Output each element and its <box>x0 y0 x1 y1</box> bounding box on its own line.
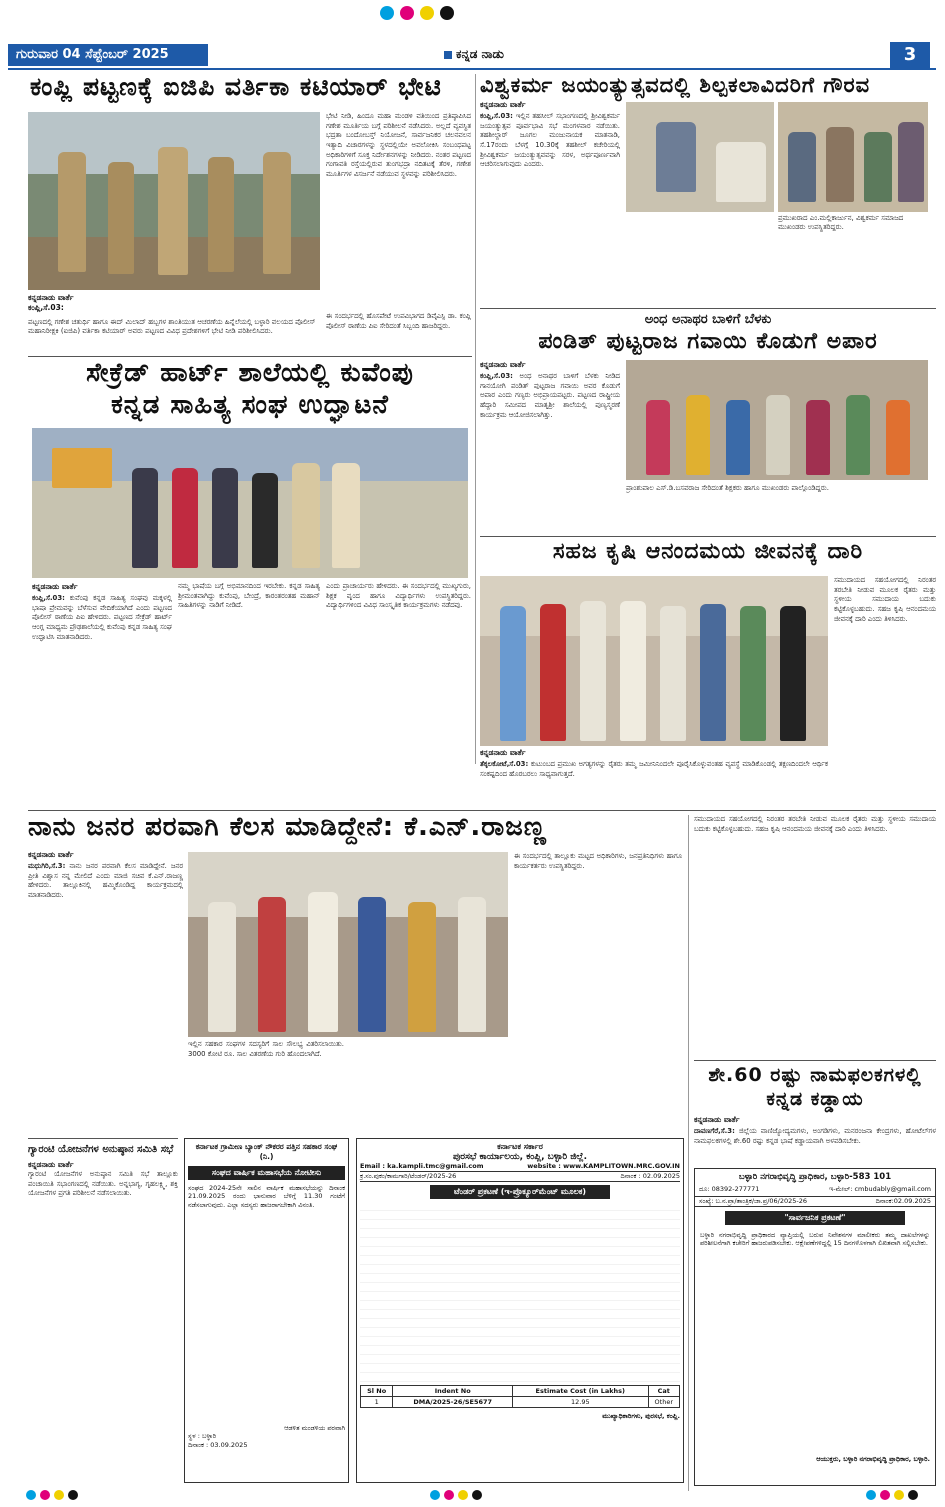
story2-caption: ಪ್ರಮುಖರಾದ ಎಂ.ಮಲ್ಲಿಕಾರ್ಜುನ, ವಿಶ್ವಕರ್ಮ ಸಮಾಜದ ಮುಖಂಡರು ಉಪಸ್ಥಿತರಿದ್ದರು. <box>778 214 904 232</box>
story8 <box>28 1138 178 1460</box>
story7-headline-line1: ಶೇ.60 ರಷ್ಟು ನಾಮಫಲಕಗಳಲ್ಲಿ <box>708 1064 922 1086</box>
yellow-registration-mark <box>458 1490 468 1500</box>
masthead <box>412 44 532 66</box>
story7-body <box>694 1127 936 1167</box>
tmc-contact <box>360 1162 680 1171</box>
story4-dateline: ಕಂಪ್ಲಿ,ಸೆ.03: <box>32 594 65 602</box>
tmc-subtitle: ಪುರಸಭೆ ಕಾರ್ಯಾಲಯ, ಕಂಪ್ಲಿ, ಬಳ್ಳಾರಿ ಜಿಲ್ಲೆ. <box>452 1152 587 1162</box>
story2-body-text: ಇಲ್ಲಿನ ತಹಸೀಲ್ ಸಭಾಂಗಣದಲ್ಲಿ ಶ್ರೀವಿಶ್ವಕರ್ಮ ಜಯಂತ್ಯುತ್ಸವ ಪೂರ್ವಭಾವಿ ಸಭೆ ಮಂಗಳವಾರ ನಡೆಯಿತು. ತಹಶೀಲ್ದಾರ್ ಜೂಗಲ ಮಂಜುನಾಯಕ ಮಾತನಾಡಿ, ಸೆ.17ರಂದು ಬೆಳಗ್ಗೆ 10.30ಕ್ಕೆ ತಹಶೀಲ್ ಕಚೇರಿಯಲ್ಲಿ ಶ್ರೀವಿಶ್ವಕರ್ಮ ಜಯಂತ್ಯುತ್ಸವವನ್ನು ಸರಳ, ಅರ್ಥಪೂರ್ಣವಾಗಿ ಆಚರಿಸಲಾಗುವುದು ಎಂದರು. <box>480 112 620 169</box>
story4-body-b: ನಮ್ಮ ಭಾಷೆಯ ಬಗ್ಗೆ ಅಭಿಮಾನದಿಂದ ಇರಬೇಕು. ಕನ್ನಡ ಸಾಹಿತ್ಯ ಶ್ರೀಮಂತವಾಗಿದ್ದು ಕುವೆಂಪು, ಬೇಂದ್ರೆ, ಕಾರಂತರಂತಹ ಮಹಾನ್ ಸಾಹಿತಿಗಳನ್ನು ನಾಡಿಗೆ ನೀಡಿದೆ. <box>178 582 320 610</box>
story4-headline-line1: ಸೇಕ್ರೆಡ್ ಹಾರ್ಟ್ ಶಾಲೆಯಲ್ಲಿ ಕುವೆಂಪು <box>86 358 414 388</box>
bottom-registration-strip <box>0 1488 945 1506</box>
yellow-registration-mark <box>54 1490 64 1500</box>
masthead-title: ಕನ್ನಡ ನಾಡು <box>456 47 504 61</box>
black-registration-mark <box>68 1490 78 1500</box>
story6-dateline: ಮಧುಗಿರಿ,ಸೆ.3: <box>28 862 66 870</box>
story2-dateline: ಕಂಪ್ಲಿ,ಸೆ.03: <box>480 112 513 120</box>
buda-title: ಬಳ್ಳಾರಿ ನಗರಾಭಿವೃದ್ಧಿ ಪ್ರಾಧಿಕಾರ, ಬಳ್ಳಾರಿ-583 101 <box>738 1172 892 1182</box>
kgb-place: ಸ್ಥಳ : ಬಳ್ಳಾರಿ <box>188 1432 217 1441</box>
kgb-date: ದಿನಾಂಕ : 03.09.2025 <box>188 1441 248 1450</box>
story1-photo <box>28 112 320 290</box>
masthead-dot-icon <box>444 51 452 59</box>
story1-byline <box>28 293 128 313</box>
kgb-society-notice <box>184 1138 349 1483</box>
buda-email: ಇ-ಮೇಲ್: cmbudably@gmail.com <box>829 1185 931 1193</box>
story5-dateline: ತೆಕ್ಕಲಕೋಟೆ,ಸೆ.03: <box>480 760 529 768</box>
story2-body <box>480 112 620 302</box>
buda-date: ದಿನಾಂಕ:02.09.2025 <box>875 1196 931 1205</box>
tmc-title: ಕರ್ನಾಟಕ ಸರ್ಕಾರ <box>497 1142 543 1151</box>
tmc-date: ದಿನಾಂಕ : 02.09.2025 <box>620 1171 680 1180</box>
header-rule <box>8 68 936 70</box>
story4-byline <box>32 582 172 592</box>
buda-signature: ಆಯುಕ್ತರು, ಬಳ್ಳಾರಿ ನಗರಾಭಿವೃದ್ಧಿ ಪ್ರಾಧಿಕಾರ, ಬಳ್ಳಾರಿ. <box>816 1454 930 1463</box>
tmc-notice-heading: ಟೆಂಡರ್ ಪ್ರಕಟಣೆ (ಇ-ಪ್ರೊಕ್ಯೂರ್‌ಮೆಂಟ್ ಮೂಲಕ) <box>430 1185 610 1199</box>
story5-body <box>480 760 828 808</box>
tmc-notice-body <box>360 1202 680 1382</box>
story1-body-a: ಭೇಟಿ ನೀಡಿ, ಹಿಂದೂ ಮಹಾ ಮಂಡಳಿ ವತಿಯಿಂದ ಪ್ರತಿಷ್ಠಾಪಿಸಿದ ಗಣೇಶ ಮೂರ್ತಿಯ ಬಗ್ಗೆ ಪರಿಶೀಲನೆ ನಡೆಸಿದರು. ಅಲ್ಲದೆ ವ್ಯವಸ್ಥಿತ ಭದ್ರತಾ ಬಂದೋಬಸ್ತ್ ನಿಯೋಜನೆ, ಸಾರ್ವಜನಿಕರ ಚಲನವಲನ ಇತ್ಯಾದಿ ವಿಚಾರಗಳನ್ನು ಸ್ಥಳದಲ್ಲಿಯೇ ಅವಲೋಕಿಸಿ ಸಂಬಂಧಪಟ್ಟ ಅಧಿಕಾರಿಗಳಿಗೆ ಸೂಕ್ತ ನಿರ್ದೇಶನಗಳನ್ನು ನೀಡಿದರು. ನಂತರ ಪಟ್ಟಣದ ಗಂಗಾವತಿ ರಸ್ತೆಯಲ್ಲಿರುವ ತುಂಗಭದ್ರಾ ನದಿತಟಕ್ಕೆ ತೆರಳಿ, ಗಣೇಶ ಮೂರ್ತಿಗಳ ವಿಸರ್ಜನೆ ನಡೆಯುವ ಸ್ಥಳವನ್ನು ಪರಿಶೀಲಿಸಿದರು. <box>326 112 471 178</box>
yellow-registration-mark <box>894 1490 904 1500</box>
table-header: Estimate Cost (in Lakhs) <box>513 1385 648 1396</box>
issue-date: ಗುರುವಾರ 04 ಸೆಪ್ಟೆಂಬರ್ 2025 <box>8 44 208 66</box>
cyan-registration-mark <box>380 6 394 20</box>
section-rule <box>480 308 936 309</box>
section-rule <box>694 1060 936 1061</box>
black-registration-mark <box>472 1490 482 1500</box>
table-cell: Other <box>648 1396 679 1407</box>
story4-body-a-text: ಕುವೆಂಪು ಕನ್ನಡ ಸಾಹಿತ್ಯ ಸಂಘವು ಮಕ್ಕಳಲ್ಲಿ ಭಾಷಾ ಪ್ರೇಮವನ್ನು ಬೆಳೆಸುವ ವೇದಿಕೆಯಾಗಿದೆ ಎಂದು ಪಟ್ಟಣದ ಪೊಲೀಸ್ ಠಾಣೆಯ ಪಿಐ ಹೇಳಿದರು. ಪಟ್ಟಣದ ಸೇಕ್ರೆಡ್ ಹಾರ್ಟ್ ಆಂಗ್ಲ ಮಾಧ್ಯಮ ಪ್ರೌಢಶಾಲೆಯಲ್ಲಿ ಕುವೆಂಪು ಕನ್ನಡ ಸಾಹಿತ್ಯ ಸಂಘ ಉದ್ಘಾಟಿಸಿ ಮಾತನಾಡಿದರು. <box>32 594 172 641</box>
story6-body-c: ಈ ಸಂದರ್ಭದಲ್ಲಿ ತಾಲ್ಲೂಕು ಮಟ್ಟದ ಅಧಿಕಾರಿಗಳು, ಜನಪ್ರತಿನಿಧಿಗಳು ಹಾಗೂ ಕಾರ್ಯಕರ್ತರು ಉಪಸ್ಥಿತರಿದ್ದರು. <box>514 852 682 870</box>
magenta-registration-mark <box>40 1490 50 1500</box>
black-registration-mark <box>440 6 454 20</box>
tmc-email: Email : ka.kampli.tmc@gmail.com <box>360 1162 484 1170</box>
story2-byline-text: ಕನ್ನಡನಾಡು ವಾರ್ತೆ <box>480 100 526 109</box>
story1-body-b: ಈ ಸಂದರ್ಭದಲ್ಲಿ ಹೊಸಪೇಟೆ ಉಪವಿಭಾಗದ ಡಿವೈಎಸ್ಪಿ ಡಾ. ಕಂಪ್ಲಿ ಪೊಲೀಸ್ ಠಾಣೆಯ ಪಿಐ ಸೇರಿದಂತೆ ಸಿಬ್ಬಂದಿ ಹಾಜರಿದ್ದರು. <box>326 312 471 330</box>
story1-dateline: ಕಂಪ್ಲಿ,ಸೆ.03: <box>28 303 64 312</box>
story3-caption: ಪ್ರಾಂಶುಪಾಲ ಎಸ್.ಡಿ.ಬಸವರಾಜ ಸೇರಿದಂತೆ ಶಿಕ್ಷಕರು ಹಾಗೂ ಮುಖಂಡರು ಪಾಲ್ಗೊಂಡಿದ್ದರು. <box>626 484 829 492</box>
story3-photo <box>626 360 928 480</box>
story7-dateline: ದಾವಣಗೆರೆ,ಸೆ.3: <box>694 1127 735 1135</box>
story4-photo <box>32 428 468 578</box>
table-row <box>361 1396 680 1407</box>
story2-headline: ವಿಶ್ವಕರ್ಮ ಜಯಂತ್ಯುತ್ಸವದಲ್ಲಿ ಶಿಲ್ಪಕಲಾವಿದರಿಗೆ ಗೌರವ <box>480 73 871 97</box>
story3-body-text: ಅಂಧ ಅನಾಥರ ಬಾಳಿಗೆ ಬೆಳಕು ನೀಡಿದ ಗಾನಯೋಗಿ ಪಂಡಿತ್ ಪುಟ್ಟರಾಜ ಗವಾಯಿ ಅವರ ಕೊಡುಗೆ ಅಪಾರ ಎಂದು ಗಣ್ಯರು ಅಭಿಪ್ರಾಯಪಟ್ಟರು. ಪಟ್ಟಣದ ರಾಷ್ಟ್ರೀಯ ಹೆದ್ದಾರಿ ಸಮೀಪದ ಮಾತೃಶ್ರೀ ಶಾಲೆಯಲ್ಲಿ ಪುಣ್ಯಸ್ಮರಣೆ ಕಾರ್ಯಕ್ರಮ ಆಯೋಜಿಸಲಾಗಿತ್ತು. <box>480 372 620 419</box>
buda-ref <box>695 1196 935 1207</box>
story7-byline <box>694 1115 936 1125</box>
table-cell: 1 <box>361 1396 393 1407</box>
buda-notice-heading: "ಸಾರ್ವಜನಿಕ ಪ್ರಕಟಣೆ" <box>725 1211 905 1225</box>
story8-headline: ಗ್ಯಾರಂಟಿ ಯೋಜನೆಗಳ ಅನುಷ್ಠಾನ ಸಮಿತಿ ಸಭೆ <box>28 1144 174 1155</box>
story6-byline <box>28 850 178 860</box>
story7-body-text: ಜಿಲ್ಲೆಯ ವಾಣಿಜ್ಯೋದ್ಯಮಗಳು, ಅಂಗಡಿಗಳು, ಮನರಂಜನಾ ಕೇಂದ್ರಗಳು, ಹೋಟೆಲ್‌ಗಳ ನಾಮಫಲಕಗಳಲ್ಲಿ ಶೇ.60 ರಷ್ಟು ಕನ್ನಡ ಭಾಷೆ ಕಡ್ಡಾಯವಾಗಿ ಅಳವಡಿಸಬೇಕು. <box>694 1127 936 1145</box>
story3-dateline: ಕಂಪ್ಲಿ,ಸೆ.03: <box>480 372 513 380</box>
story1-byline-text: ಕನ್ನಡನಾಡು ವಾರ್ತೆ <box>28 293 74 302</box>
story4-headline-line2: ಕನ್ನಡ ಸಾಹಿತ್ಯ ಸಂಘ ಉದ್ಘಾಟನೆ <box>111 390 389 420</box>
story3-headline: ಪಂಡಿತ್ ಪುಟ್ಟರಾಜ ಗವಾಯಿ ಕೊಡುಗೆ ಅಪಾರ <box>538 329 878 354</box>
buda-ref-no: ಸಂಖ್ಯೆ: ಬ.ನ.ಪ್ರಾ/ತಾಂತ್ರಿಕ/ಜಾ.ಪ್ರ/06/2025-26 <box>699 1196 808 1205</box>
story5-continued: ಸಮುದಾಯದ ಸಹಯೋಗದಲ್ಲಿ ನಿರಂತರ ತರಬೇತಿ ನೀಡುವ ಮೂಲಕ ರೈತರು ಮತ್ತು ಸ್ಥಳೀಯ ಸಮುದಾಯ ಬದುಕು ಕಟ್ಟಿಕೊಳ್ಳಬಹುದು. ಸಹಜ ಕೃಷಿ ಆನಂದಮಯ ಜೀವನಕ್ಕೆ ದಾರಿ ಎಂದು ತಿಳಿಸಿದರು. <box>694 815 936 833</box>
story3-byline <box>480 360 620 370</box>
story4-body-c: ಎಂದು ಪ್ರಾಚಾರ್ಯರು ಹೇಳಿದರು. ಈ ಸಂದರ್ಭದಲ್ಲಿ ಮುಖ್ಯಗುರು, ಶಿಕ್ಷಕ ವೃಂದ ಹಾಗೂ ವಿದ್ಯಾರ್ಥಿಗಳು ಉಪಸ್ಥಿತರಿದ್ದರು. ವಿದ್ಯಾರ್ಥಿಗಳಿಂದ ವಿವಿಧ ಸಾಂಸ್ಕೃತಿಕ ಕಾರ್ಯಕ್ರಮಗಳು ನಡೆದವು. <box>326 582 471 610</box>
section-rule <box>480 536 936 537</box>
story8-body: ಗ್ಯಾರಂಟಿ ಯೋಜನೆಗಳ ಅನುಷ್ಠಾನ ಸಮಿತಿ ಸಭೆ ತಾಲ್ಲೂಕು ಪಂಚಾಯಿತಿ ಸಭಾಂಗಣದಲ್ಲಿ ನಡೆಯಿತು. ಅನ್ನಭಾಗ್ಯ, ಗೃಹಲಕ್ಷ್ಮಿ, ಶಕ್ತಿ ಯೋಜನೆಗಳ ಪ್ರಗತಿ ಪರಿಶೀಲನೆ ನಡೆಸಲಾಯಿತು. <box>28 1170 178 1198</box>
column-divider <box>475 74 476 764</box>
column-divider <box>688 815 689 1491</box>
black-registration-mark <box>908 1490 918 1500</box>
story5-byline-text: ಕನ್ನಡನಾಡು ವಾರ್ತೆ <box>480 748 526 757</box>
story3-kicker: ಅಂಧ ಅನಾಥರ ಬಾಳಿಗೆ ಬೆಳಕು <box>644 312 772 327</box>
story7-byline-text: ಕನ್ನಡನಾಡು ವಾರ್ತೆ <box>694 1115 740 1124</box>
story6-headline: ನಾನು ಜನರ ಪರವಾಗಿ ಕೆಲಸ ಮಾಡಿದ್ದೇನೆ: ಕೆ.ಎನ್.ರಾಜಣ್ಣ <box>28 812 547 842</box>
story3-byline-text: ಕನ್ನಡನಾಡು ವಾರ್ತೆ <box>480 360 526 369</box>
story2-photo-a <box>626 102 774 212</box>
story8-byline: ಕನ್ನಡನಾಡು ವಾರ್ತೆ <box>28 1160 74 1169</box>
story2-byline <box>480 100 620 110</box>
tmc-ref-no: ಕ್ರ.ಸಂ.ಪುಕಂ/ಕಾಮಗಾರಿ/ಟೆಂಡರ್/2025-26 <box>360 1171 457 1180</box>
story3-body <box>480 372 620 532</box>
kampli-tender-notice <box>356 1138 684 1483</box>
section-rule <box>28 356 472 357</box>
story1-caption: ಪಟ್ಟಣದಲ್ಲಿ ಗಣೇಶ ಚತುರ್ಥಿ ಹಾಗೂ ಈದ್ ಮಿಲಾದ್ ಹಬ್ಬಗಳ ಶಾಂತಿಯುತ ಆಚರಣೆಯ ಹಿನ್ನೆಲೆಯಲ್ಲಿ ಬಳ್ಳಾರಿ ವಲಯದ ಪೊಲೀಸ್ ಮಹಾನಿರೀಕ್ಷಕಿ (ಐಜಿಪಿ) ವರ್ತಿಕಾ ಕಟಿಯಾರ್ ಅವರು ಪಟ್ಟಣದ ವಿವಿಧ ಪ್ರದೇಶಗಳಿಗೆ ಭೇಟಿ ನೀಡಿ ಪರಿಶೀಲಿಸಿದರು. <box>28 318 316 336</box>
story2-photo-b <box>778 102 928 212</box>
story4-byline-text: ಕನ್ನಡನಾಡು ವಾರ್ತೆ <box>32 582 78 591</box>
table-header: Indent No <box>393 1385 513 1396</box>
cyan-registration-mark <box>430 1490 440 1500</box>
magenta-registration-mark <box>444 1490 454 1500</box>
tmc-website: website : www.KAMPLITOWN.MRC.GOV.IN <box>527 1162 680 1170</box>
story5-body-text: ಕುಟುಂಬದ ಪ್ರಮುಖ ಅಗತ್ಯಗಳನ್ನು ರೈತರು ತಮ್ಮ ಜಮೀನಿನಿಂದಲೇ ಪೂರೈಸಿಕೊಳ್ಳುವಂತಹ ವ್ಯವಸ್ಥೆ ಮಾಡಿಕೊಂಡಲ್ಲಿ ತಕ್ಷಣದಿಂದಲೇ ಆರ್ಥಿಕ ಸಂಕಷ್ಟದಿಂದ ಹೊರಬರಲು ಸಾಧ್ಯವಾಗುತ್ತದೆ. <box>480 760 828 778</box>
story7-headline-line2: ಕನ್ನಡ ಕಡ್ಡಾಯ <box>766 1088 864 1110</box>
story6-body-b: ಇಲ್ಲಿನ ಸಹಕಾರ ಸಂಘಗಳ ಸದಸ್ಯರಿಗೆ ಸಾಲ ಸೌಲಭ್ಯ ವಿತರಿಸಲಾಯಿತು. 3000 ಕೋಟಿ ರೂ. ಸಾಲ ವಿತರಣೆಯ ಗುರಿ ಹೊಂದಲಾಗಿದೆ. <box>188 1040 344 1058</box>
story5-side: ಸಮುದಾಯದ ಸಹಯೋಗದಲ್ಲಿ ನಿರಂತರ ತರಬೇತಿ ನೀಡುವ ಮೂಲಕ ರೈತರು ಮತ್ತು ಸ್ಥಳೀಯ ಸಮುದಾಯ ಬದುಕು ಕಟ್ಟಿಕೊಳ್ಳಬಹುದು. ಸಹಜ ಕೃಷಿ ಆನಂದಮಯ ಜೀವನಕ್ಕೆ ದಾರಿ ಎಂದು ತಿಳಿಸಿದರು. <box>834 576 936 623</box>
table-header-row <box>361 1385 680 1396</box>
story6-body-a-text: ನಾನು ಜನರ ಪರವಾಗಿ ಕೆಲಸ ಮಾಡಿದ್ದೇನೆ. ಜನರ ಪ್ರೀತಿ ವಿಶ್ವಾಸ ನನ್ನ ಮೇಲಿದೆ ಎಂದು ಮಾಜಿ ಸಚಿವ ಕೆ.ಎನ್.ರಾಜಣ್ಣ ಹೇಳಿದರು. ತಾಲ್ಲೂಕಿನಲ್ಲಿ ಹಮ್ಮಿಕೊಂಡಿದ್ದ ಕಾರ್ಯಕ್ರಮದಲ್ಲಿ ಮಾತನಾಡಿದರು. <box>28 862 183 899</box>
table-cell: DMA/2025-26/SE5677 <box>393 1396 513 1407</box>
buda-public-notice <box>694 1168 936 1486</box>
yellow-registration-mark <box>420 6 434 20</box>
magenta-registration-mark <box>400 6 414 20</box>
story5-headline: ಸಹಜ ಕೃಷಿ ಆನಂದಮಯ ಜೀವನಕ್ಕೆ ದಾರಿ <box>552 539 864 564</box>
story6-byline-text: ಕನ್ನಡನಾಡು ವಾರ್ತೆ <box>28 850 74 859</box>
page-number: 3 <box>890 42 930 68</box>
kgb-sign: ಆಡಳಿತ ಮಂಡಳಿಯ ಪರವಾಗಿ <box>284 1423 345 1432</box>
story1-headline: ಕಂಪ್ಲಿ ಪಟ್ಟಣಕ್ಕೆ ಐಜಿಪಿ ವರ್ತಿಕಾ ಕಟಿಯಾರ್ ಭೇಟಿ <box>30 72 442 101</box>
kgb-subtitle: ಸಂಘದ ವಾರ್ಷಿಕ ಮಹಾಸಭೆಯ ನೋಟೀಸು <box>188 1166 345 1180</box>
kgb-body: ಸಂಘದ 2024-25ನೇ ಸಾಲಿನ ವಾರ್ಷಿಕ ಮಹಾಸಭೆಯನ್ನು ದಿನಾಂಕ 21.09.2025 ರಂದು ಭಾನುವಾರ ಬೆಳಿಗ್ಗೆ 11.30 ಗಂಟೆಗೆ ನಡೆಸಲಾಗುವುದು. ಎಲ್ಲಾ ಸದಸ್ಯರು ಹಾಜರಾಗಬೇಕಾಗಿ ವಿನಂತಿ. <box>188 1183 345 1210</box>
magenta-registration-mark <box>880 1490 890 1500</box>
kgb-title: ಕರ್ನಾಟಕ ಗ್ರಾಮೀಣ ಬ್ಯಾಂಕ್ ನೌಕರರ ಪತ್ತಿನ ಸಹಕಾರ ಸಂಘ (ನಿ.) <box>195 1142 338 1161</box>
story5-photo <box>480 576 828 746</box>
table-cell: 12.95 <box>513 1396 648 1407</box>
story4-body-a <box>32 594 172 769</box>
story6-photo <box>188 852 508 1037</box>
buda-phone: ದೂ: 08392-277771 <box>699 1185 760 1193</box>
story6-body-a <box>28 862 183 1127</box>
section-rule <box>28 810 936 811</box>
table-header: Cat <box>648 1385 679 1396</box>
buda-contact <box>695 1185 935 1194</box>
buda-body: ಬಳ್ಳಾರಿ ನಗರಾಭಿವೃದ್ಧಿ ಪ್ರಾಧಿಕಾರದ ವ್ಯಾಪ್ತಿಯಲ್ಲಿ ಬರುವ ನಿವೇಶನಗಳ ಮಾಲೀಕರು ತಮ್ಮ ದಾಖಲೆಗಳನ್ನು ಪರಿಶೀಲನೆಗಾಗಿ ಕಚೇರಿಗೆ ಹಾಜರುಪಡಿಸಬೇಕು. ಆಕ್ಷೇಪಣೆಗಳಿದ್ದಲ್ಲಿ 15 ದಿನಗಳೊಳಗಾಗಿ ಲಿಖಿತವಾಗಿ ಸಲ್ಲಿಸಬೇಕು. <box>700 1230 930 1248</box>
tmc-indent-table <box>360 1385 680 1408</box>
table-header: Sl No <box>361 1385 393 1396</box>
tmc-ref <box>360 1171 680 1182</box>
story5-byline <box>480 748 620 758</box>
cyan-registration-mark <box>26 1490 36 1500</box>
tmc-signature: ಮುಖ್ಯಾಧಿಕಾರಿಗಳು, ಪುರಸಭೆ, ಕಂಪ್ಲಿ. <box>602 1411 680 1420</box>
cyan-registration-mark <box>866 1490 876 1500</box>
